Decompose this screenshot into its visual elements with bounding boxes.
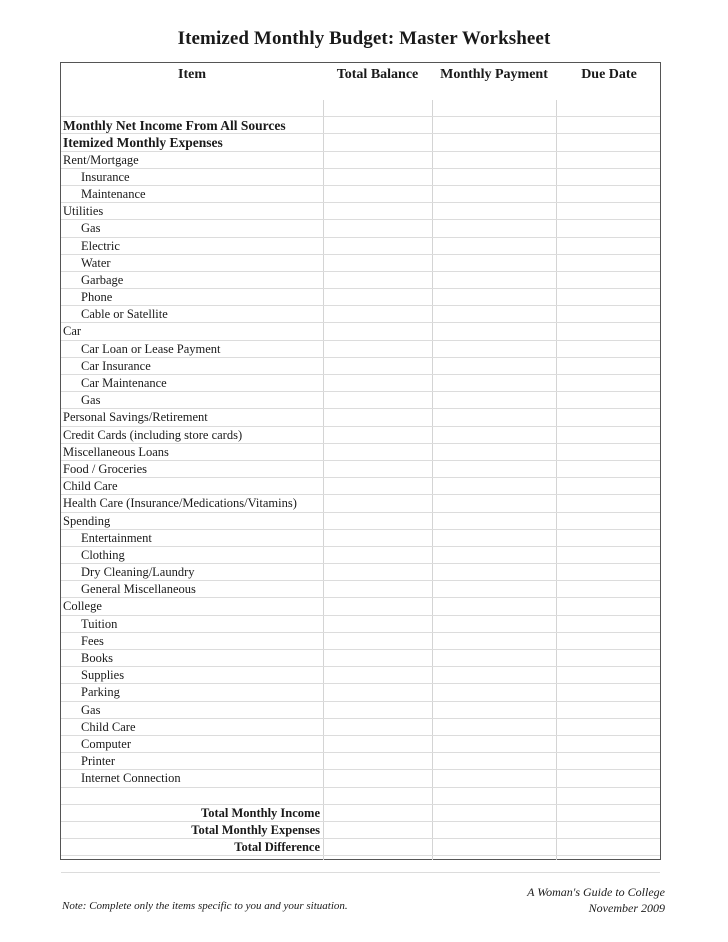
table-row <box>61 788 660 805</box>
column-header-due-date: Due Date <box>581 67 637 82</box>
table-row <box>61 547 660 564</box>
table-row <box>61 409 660 426</box>
table-row <box>61 358 660 375</box>
row-label: Water <box>81 255 111 270</box>
column-header-total-balance: Total Balance <box>336 67 419 82</box>
row-label: Child Care <box>63 479 118 494</box>
worksheet-rows <box>61 100 660 873</box>
row-label: Car <box>63 324 82 339</box>
table-row <box>61 513 660 530</box>
row-label: Rent/Mortgage <box>63 152 139 167</box>
table-row <box>61 856 660 873</box>
table-row <box>61 616 660 633</box>
table-row <box>61 495 660 512</box>
row-label: Monthly Net Income From All Sources <box>63 118 286 134</box>
row-label: Clothing <box>81 547 125 562</box>
row-label: Car Insurance <box>81 358 151 373</box>
table-row <box>61 650 660 667</box>
row-label: Miscellaneous Loans <box>63 444 169 459</box>
row-label: Garbage <box>81 272 124 287</box>
table-row <box>61 461 660 478</box>
row-label: Cable or Satellite <box>81 307 168 322</box>
row-label: Health Care (Insurance/Medications/Vitamins) <box>63 496 297 511</box>
row-label: Spending <box>63 513 111 528</box>
row-label: College <box>63 599 102 614</box>
row-label: Parking <box>81 685 120 700</box>
row-label: Maintenance <box>81 186 146 201</box>
column-header-monthly-payment: Monthly Payment <box>440 67 548 82</box>
table-row <box>61 667 660 684</box>
row-label: Food / Groceries <box>63 461 148 476</box>
budget-worksheet <box>60 62 661 860</box>
row-label: Computer <box>81 736 131 751</box>
table-row <box>61 272 660 289</box>
table-row <box>61 100 660 117</box>
row-label: Insurance <box>81 169 130 184</box>
table-row <box>61 152 660 169</box>
row-label: Tuition <box>81 616 118 631</box>
row-label: Gas <box>81 702 101 717</box>
row-label: Entertainment <box>81 530 152 545</box>
footer-note: Note: Complete only the items specific to you and your situation. <box>62 900 348 912</box>
table-row <box>61 444 660 461</box>
table-row <box>61 306 660 323</box>
table-row <box>61 805 660 822</box>
table-row <box>61 822 660 839</box>
table-row <box>61 203 660 220</box>
row-label: Gas <box>81 393 101 408</box>
table-row <box>61 719 660 736</box>
table-row <box>61 392 660 409</box>
table-row <box>61 736 660 753</box>
table-row <box>61 117 660 134</box>
row-label: Fees <box>81 633 104 648</box>
row-label: General Miscellaneous <box>81 582 196 597</box>
footer-date: November 2009 <box>588 901 665 915</box>
table-row <box>61 186 660 203</box>
row-label: Phone <box>81 290 113 305</box>
row-label: Itemized Monthly Expenses <box>63 135 223 151</box>
row-label: Supplies <box>81 668 125 683</box>
table-row <box>61 238 660 255</box>
row-label: Total Monthly Expenses <box>191 822 320 837</box>
table-row <box>61 839 660 856</box>
table-row <box>61 220 660 237</box>
footer-credit <box>527 884 665 916</box>
table-row <box>61 598 660 615</box>
row-label: Gas <box>81 221 101 236</box>
row-label: Car Loan or Lease Payment <box>81 341 221 356</box>
table-row <box>61 530 660 547</box>
table-row <box>61 323 660 340</box>
row-label: Utilities <box>63 204 104 219</box>
row-label: Printer <box>81 754 116 769</box>
row-label: Car Maintenance <box>81 376 167 390</box>
row-label: Electric <box>81 238 120 253</box>
column-header-item: Item <box>178 67 206 82</box>
footer-source: A Woman's Guide to College <box>527 885 665 899</box>
table-row <box>61 375 660 392</box>
row-label: Child Care <box>81 719 136 734</box>
table-row <box>61 427 660 444</box>
row-label: Books <box>81 651 113 665</box>
page-title: Itemized Monthly Budget: Master Worksheet <box>177 28 551 49</box>
row-label: Dry Cleaning/Laundry <box>81 565 195 580</box>
table-row <box>61 341 660 358</box>
row-label: Total Difference <box>234 840 320 855</box>
table-row <box>61 169 660 186</box>
row-label: Total Monthly Income <box>201 805 320 820</box>
table-row <box>61 564 660 581</box>
row-label: Internet Connection <box>81 771 181 786</box>
table-row <box>61 255 660 272</box>
table-row <box>61 753 660 770</box>
table-row <box>61 633 660 650</box>
table-row <box>61 134 660 151</box>
table-row <box>61 702 660 719</box>
table-row <box>61 289 660 306</box>
table-row <box>61 770 660 787</box>
table-row <box>61 581 660 598</box>
table-row <box>61 478 660 495</box>
table-row <box>61 684 660 701</box>
row-label: Personal Savings/Retirement <box>63 410 208 425</box>
row-label: Credit Cards (including store cards) <box>63 427 243 442</box>
